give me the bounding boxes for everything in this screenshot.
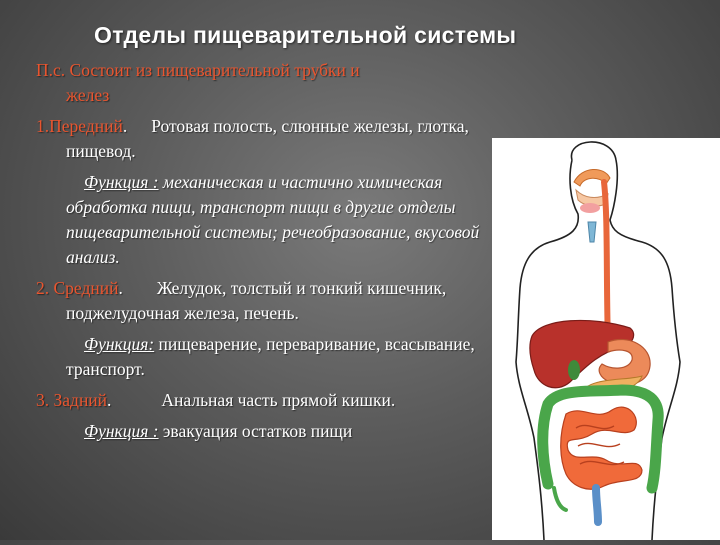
section-middle-function-text: пищеварение, переваривание, всасывание, транспорт. bbox=[66, 334, 475, 379]
section-middle-description: Желудок, толстый и тонкий кишечник, поджелудочная железа, печень. bbox=[66, 278, 447, 323]
section-front-function-text: механическая и частично химическая обработка пищи, транспорт пищи в другие отделы пищеварительной системы; речеобразование, вкусовой анализ. bbox=[66, 172, 480, 267]
section-middle-function-label: Функция: bbox=[84, 334, 155, 354]
section-back-label: 3. Задний bbox=[36, 390, 108, 410]
section-front bbox=[36, 114, 486, 164]
salivary-gland bbox=[588, 222, 596, 242]
anatomy-diagram bbox=[492, 138, 720, 540]
section-back-dot: . bbox=[107, 390, 112, 410]
section-middle-label: 2. Средний bbox=[36, 278, 119, 298]
appendix bbox=[554, 488, 566, 510]
section-back-description: Анальная часть прямой кишки. bbox=[161, 390, 396, 410]
section-middle-function bbox=[36, 332, 486, 382]
intro-paragraph bbox=[36, 58, 486, 108]
intro-red-text-continued: желез bbox=[66, 85, 110, 105]
section-back-function-label: Функция : bbox=[84, 421, 159, 441]
section-middle bbox=[36, 276, 486, 326]
section-middle-dot: . bbox=[118, 278, 123, 298]
esophagus bbox=[604, 182, 608, 344]
rectum bbox=[596, 488, 598, 522]
tongue bbox=[580, 203, 600, 213]
section-front-function bbox=[36, 170, 486, 270]
slide-content bbox=[36, 58, 486, 450]
section-back-function-text: эвакуация остатков пищи bbox=[162, 421, 353, 441]
section-front-function-label: Функция : bbox=[84, 172, 159, 192]
intro-red-text: П.с. Состоит из пищеварительной трубки и bbox=[36, 60, 360, 80]
section-back bbox=[36, 388, 486, 413]
digestive-system-illustration bbox=[492, 138, 720, 540]
section-back-function bbox=[36, 419, 486, 444]
slide-title: Отделы пищеварительной системы bbox=[94, 22, 517, 48]
small-intestine bbox=[561, 407, 642, 489]
section-front-description: Ротовая полость, слюнные железы, глотка, пищевод. bbox=[66, 116, 469, 161]
section-front-dot: . bbox=[122, 116, 128, 136]
gallbladder bbox=[568, 360, 580, 380]
section-front-label: 1.Передний bbox=[36, 116, 123, 136]
